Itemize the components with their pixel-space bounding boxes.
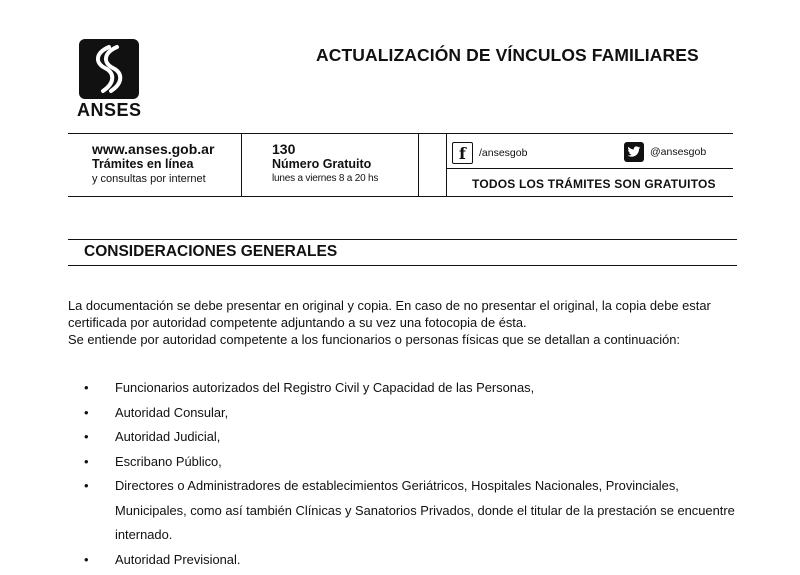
divider [446, 134, 447, 196]
list-item-text: Funcionarios autorizados del Registro Civil y Capacidad de las Personas, [115, 380, 535, 395]
divider [446, 168, 733, 169]
authority-list [84, 376, 744, 572]
list-item-text: Autoridad Consular, [115, 404, 229, 420]
list-item [84, 425, 744, 450]
section-header [68, 239, 737, 266]
twitter-handle: @ansesgob [650, 146, 707, 158]
anses-logo-icon [79, 39, 139, 99]
contact-info-band [68, 133, 733, 197]
divider [418, 134, 419, 196]
twitter-icon [624, 142, 644, 162]
paragraph: La documentación se debe presentar en original y copia. En caso de no presentar el original, la copia debe estar certificada por autoridad competente adjuntando a su vez una fotocopia de ésta. [68, 298, 711, 330]
divider [241, 134, 242, 196]
phone-block [272, 142, 378, 186]
list-item [84, 376, 744, 401]
facebook-icon: f [452, 142, 473, 164]
list-item-text: Directores o Administradores de establecimientos Geriátricos, Hospitales Nacionales, Provinciales, Municipales, como así también Clínicas y Sanatorios Privados, donde el titular de la prestación se encuentre internado. [115, 478, 735, 542]
online-label: Trámites en línea [92, 157, 194, 171]
page-title: ACTUALIZACIÓN DE VÍNCULOS FAMILIARES [316, 45, 699, 65]
website-link[interactable]: www.anses.gob.ar [92, 141, 215, 157]
bullet-icon: • [84, 380, 89, 395]
list-item [84, 474, 744, 548]
list-item [84, 450, 744, 475]
section-title: CONSIDERACIONES GENERALES [84, 243, 338, 260]
list-item-text: Escribano Público, [115, 453, 222, 469]
list-item-text: Autoridad Previsional. [115, 551, 241, 567]
phone-number: 130 [272, 141, 296, 157]
phone-hours: lunes a viernes 8 a 20 hs [272, 173, 379, 184]
twitter-link[interactable] [624, 142, 706, 162]
phone-label: Número Gratuito [272, 157, 372, 171]
list-item [84, 401, 744, 426]
facebook-link[interactable] [452, 142, 527, 164]
body-text [68, 297, 748, 348]
list-item [84, 548, 744, 573]
list-item-text: Autoridad Judicial, [115, 429, 221, 444]
paragraph: Se entiende por autoridad competente a los funcionarios o personas físicas que se detallan a continuación: [68, 332, 680, 347]
logo-text: ANSES [77, 100, 142, 120]
bullet-icon: • [84, 478, 89, 493]
bullet-icon: • [84, 429, 89, 444]
bullet-icon: • [84, 551, 89, 567]
facebook-handle: /ansesgob [479, 147, 528, 159]
bullet-icon: • [84, 453, 89, 469]
bullet-icon: • [84, 404, 89, 420]
website-block [92, 142, 214, 186]
online-sub: y consultas por internet [92, 173, 206, 185]
free-notice: TODOS LOS TRÁMITES SON GRATUITOS [472, 177, 716, 191]
